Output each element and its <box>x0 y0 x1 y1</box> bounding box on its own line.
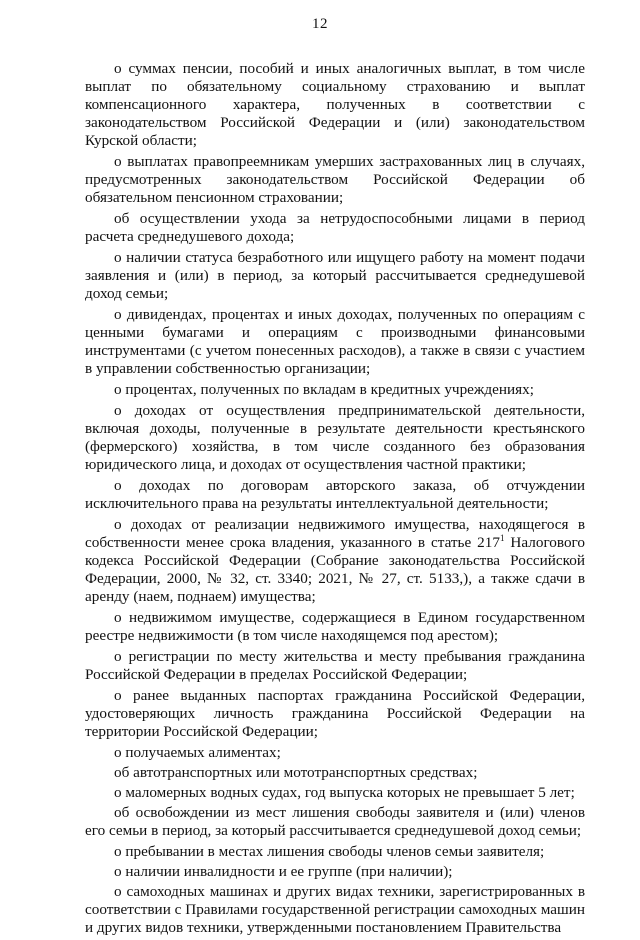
paragraph: о дивидендах, процентах и иных доходах, полученных по операциям с ценными бумагами и операциям с производными финансовыми инструментами (с учетом понесенных расходов), а также в связи с участием в управлении собственностью организации; <box>85 306 585 377</box>
paragraph: об осуществлении ухода за нетрудоспособными лицами в период расчета среднедушевого дохода; <box>85 210 585 245</box>
paragraph-text-start: о доходах от реализации недвижимого имущества, находящегося в собственности менее срока владения, указанного в статье 217 <box>85 516 585 551</box>
paragraph: о суммах пенсии, пособий и иных аналогичных выплат, в том числе выплат по обязательному социальному страхованию и выплат компенсационного характера, полученных в соответствии с законодательством Российской Федерации и (или) законодательством Курской области; <box>85 60 585 149</box>
paragraph: об автотранспортных или мототранспортных средствах; <box>114 764 478 781</box>
paragraph: об освобождении из мест лишения свободы заявителя и (или) членов его семьи в период, за который рассчитывается среднедушевой доход семьи; <box>85 804 585 839</box>
page-number: 12 <box>312 16 328 32</box>
paragraph: о выплатах правопреемникам умерших застрахованных лиц в случаях, предусмотренных законодательством Российской Федерации об обязательном пенсионном страховании; <box>85 153 585 206</box>
paragraph: о ранее выданных паспортах гражданина Российской Федерации, удостоверяющих личность гражданина Российской Федерации на территории Российской Федерации; <box>85 687 585 740</box>
paragraph: о маломерных водных судах, год выпуска которых не превышает 5 лет; <box>114 784 575 801</box>
paragraph: о пребывании в местах лишения свободы членов семьи заявителя; <box>114 843 545 860</box>
article-superscript: 1 <box>499 532 505 543</box>
paragraph: о недвижимом имуществе, содержащиеся в Едином государственном реестре недвижимости (в том числе находящемся под арестом); <box>85 609 585 644</box>
paragraph: о самоходных машинах и других видах техники, зарегистрированных в соответствии с Правилами государственной регистрации самоходных машин и других видов техники, утвержденными постановлением Правительства <box>85 883 585 936</box>
paragraph: о доходах по договорам авторского заказа, об отчуждении исключительного права на результаты интеллектуальной деятельности; <box>85 477 585 512</box>
paragraph: о процентах, полученных по вкладам в кредитных учреждениях; <box>114 381 534 398</box>
paragraph-with-footnote <box>85 516 585 606</box>
paragraph: о доходах от осуществления предпринимательской деятельности, включая доходы, полученные в результате деятельности крестьянского (фермерского) хозяйства, в том числе созданного без образования юридического лица, и доходах от осуществления частной практики; <box>85 402 585 473</box>
paragraph: о регистрации по месту жительства и месту пребывания гражданина Российской Федерации в пределах Российской Федерации; <box>85 648 585 683</box>
paragraph-text-end: Налогового кодекса Российской Федерации (Собрание законодательства Российской Федерации, 2000, № 32, ст. 3340; 2021, № 27, ст. 5133,), а также сдачи в аренду (наем, поднаем) имущества; <box>85 534 585 605</box>
paragraph: о наличии инвалидности и ее группе (при наличии); <box>114 863 453 880</box>
document-body <box>85 60 585 940</box>
paragraph: о получаемых алиментах; <box>114 744 281 761</box>
paragraph: о наличии статуса безработного или ищущего работу на момент подачи заявления и (или) в период, за который рассчитывается среднедушевой доход семьи; <box>85 249 585 302</box>
